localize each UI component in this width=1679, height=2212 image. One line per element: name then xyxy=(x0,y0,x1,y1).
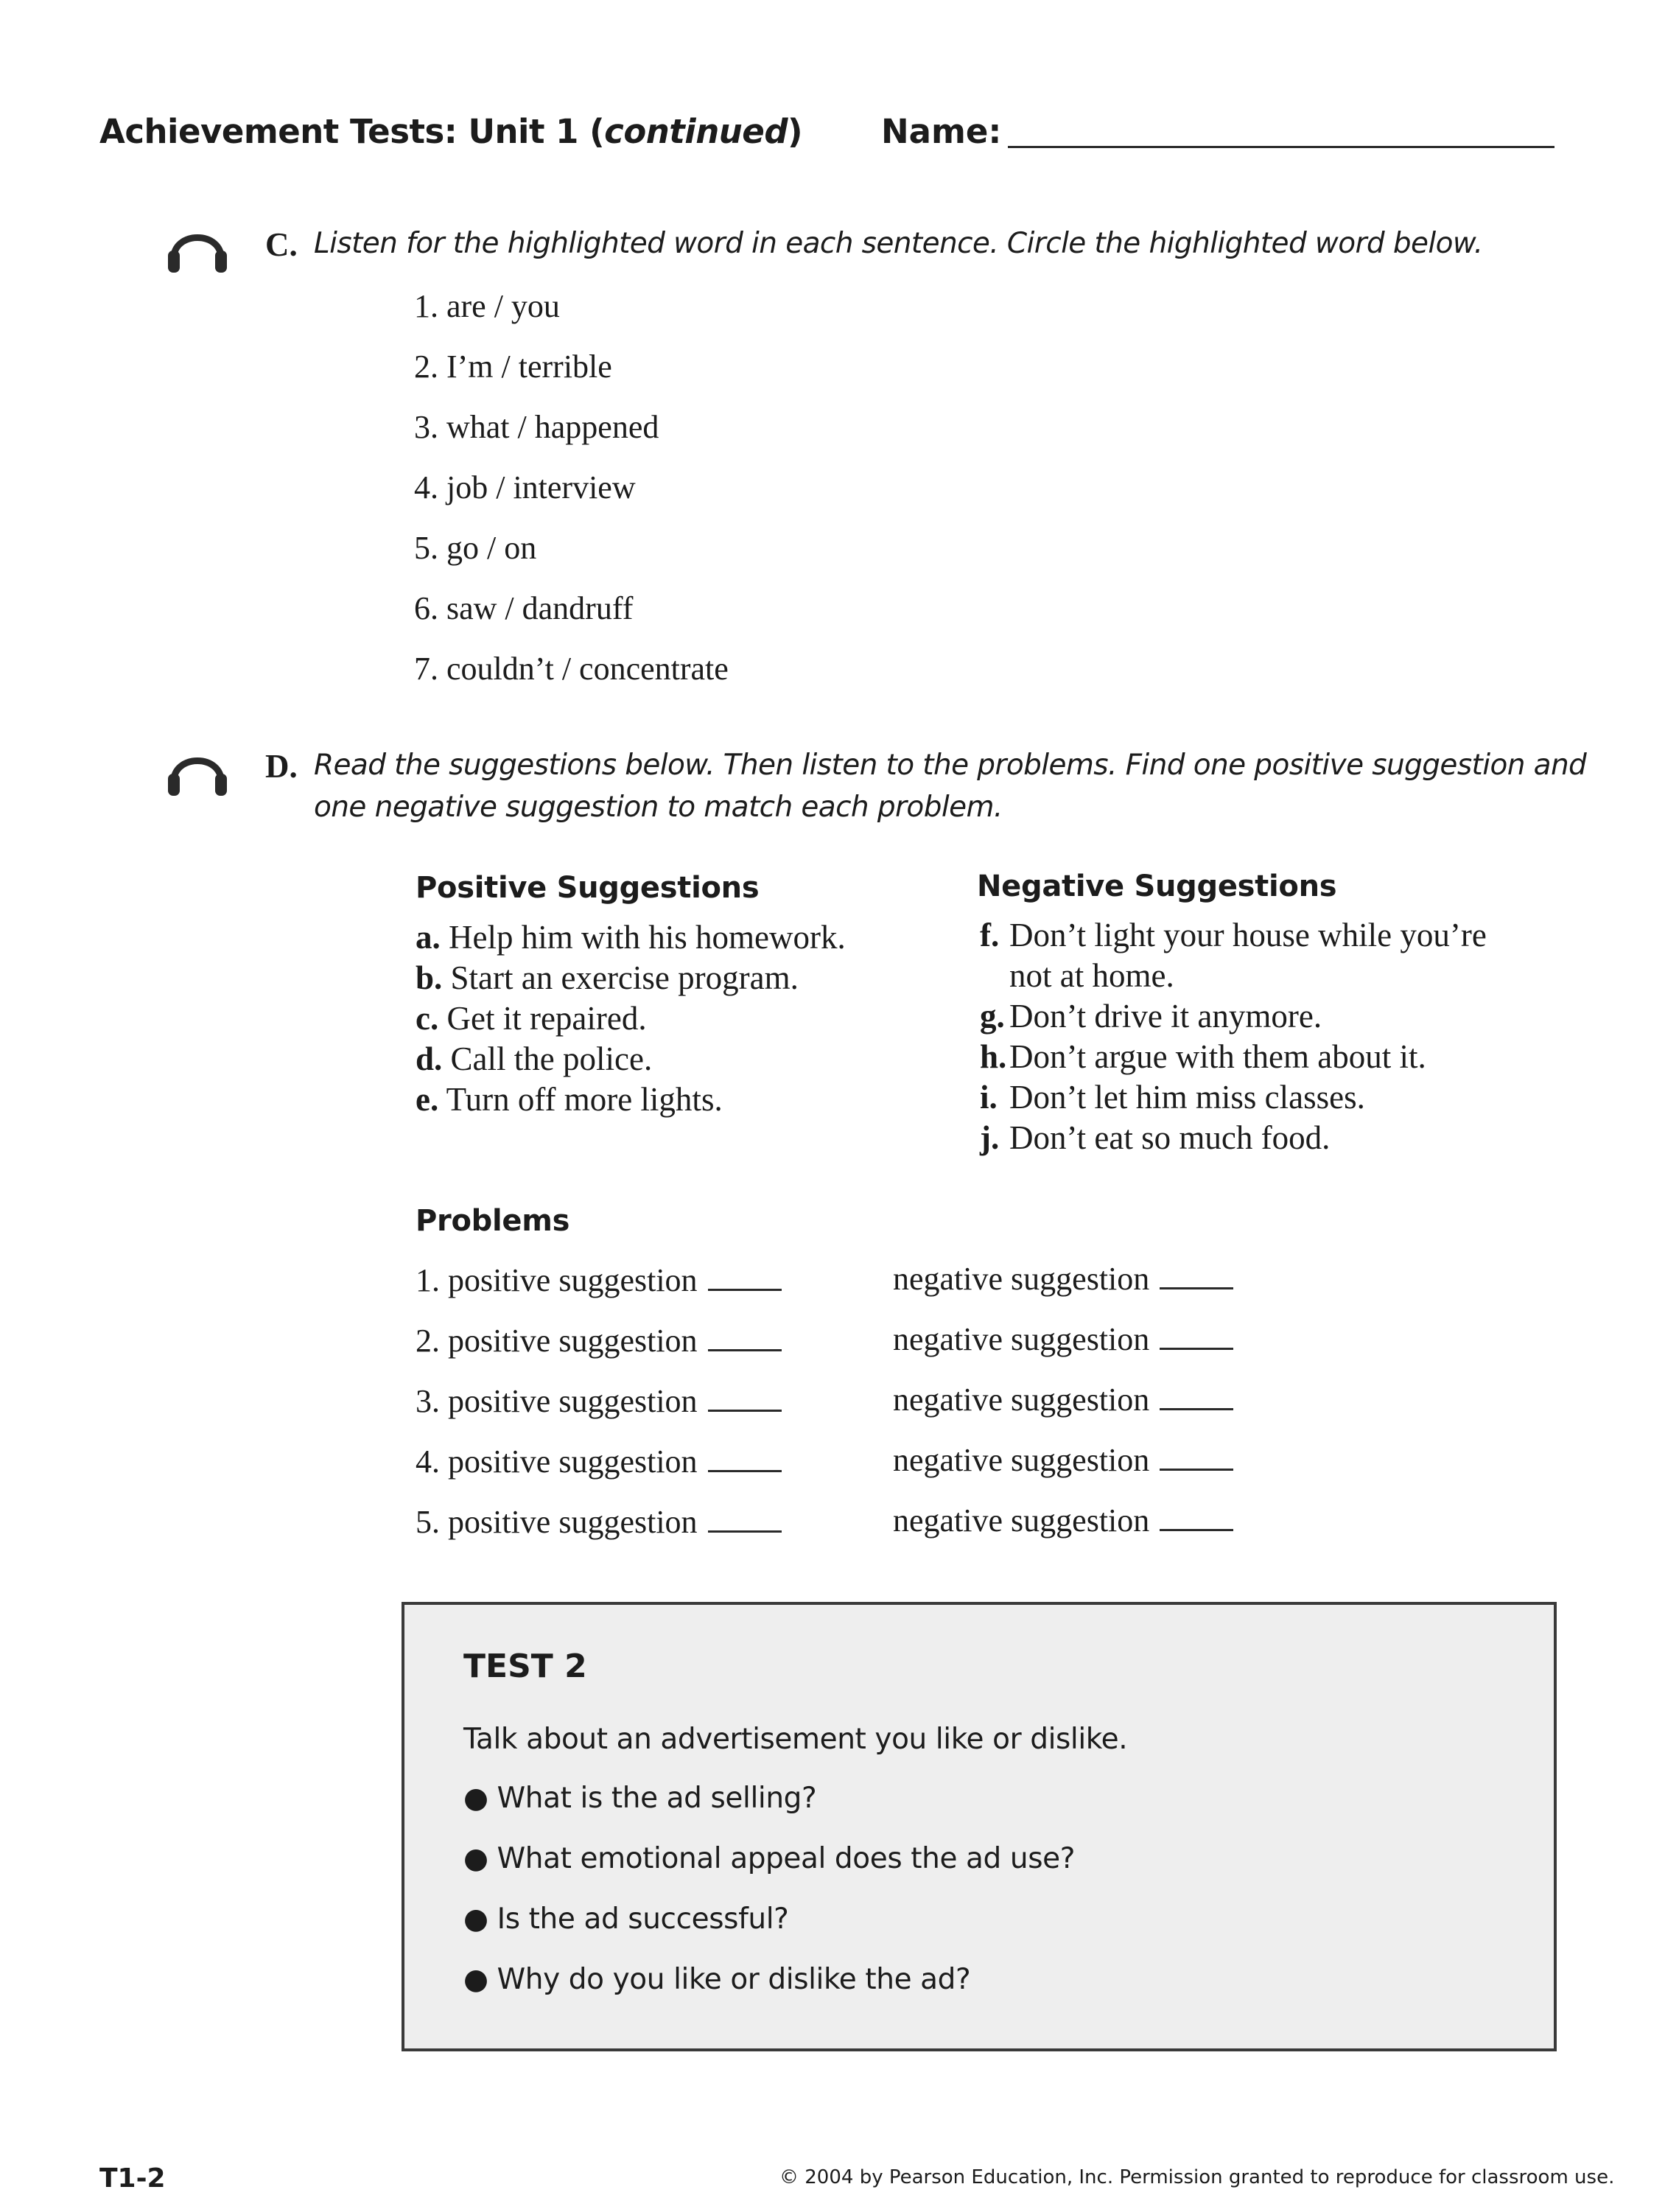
answer-blank[interactable] xyxy=(708,1349,782,1351)
positive-label: positive suggestion xyxy=(448,1443,698,1480)
problem-number: 1. xyxy=(416,1262,440,1298)
name-field-line[interactable] xyxy=(1008,146,1554,148)
test2-bullet xyxy=(463,1842,1075,1875)
negative-label: negative suggestion xyxy=(893,1321,1150,1357)
item-text: Don’t argue with them about it. xyxy=(1009,1038,1426,1075)
problem-row xyxy=(893,1381,1233,1418)
title-main: Achievement Tests: Unit 1 ( xyxy=(99,112,605,151)
negative-label: negative suggestion xyxy=(893,1442,1150,1478)
item-letter: i. xyxy=(980,1079,998,1116)
problem-row xyxy=(416,1503,782,1541)
instruction-line: Read the suggestions below. Then listen to the problems. Find one positive suggestion and xyxy=(314,749,1587,782)
test2-prompt: Talk about an advertisement you like or dislike. xyxy=(463,1723,1128,1756)
item-letter: h. xyxy=(980,1038,1007,1075)
problem-row xyxy=(416,1382,782,1420)
problem-number: 3. xyxy=(416,1383,440,1419)
item-letter: a. xyxy=(416,919,441,956)
answer-blank[interactable] xyxy=(708,1530,782,1533)
list-item[interactable]: 3. what / happened xyxy=(414,409,659,445)
section-d-instruction xyxy=(314,744,1586,828)
problem-row xyxy=(893,1320,1233,1358)
answer-blank[interactable] xyxy=(708,1410,782,1412)
section-d-letter: D. xyxy=(265,748,298,785)
item-letter: f. xyxy=(980,917,1000,953)
list-item[interactable]: 4. job / interview xyxy=(414,469,636,505)
list-item xyxy=(980,996,1487,1037)
list-item xyxy=(980,1037,1487,1077)
title-italic: continued xyxy=(604,112,788,151)
list-item[interactable]: 1. are / you xyxy=(414,288,560,324)
section-c-letter: C. xyxy=(265,226,298,263)
bullet-icon: ● xyxy=(463,1842,497,1875)
list-item[interactable]: 5. go / on xyxy=(414,530,537,566)
item-text: Don’t light your house while you’re xyxy=(1009,917,1487,953)
problem-row xyxy=(893,1441,1233,1479)
problem-row xyxy=(416,1261,782,1299)
list-item xyxy=(980,1077,1487,1118)
list-item xyxy=(416,1039,846,1079)
positive-label: positive suggestion xyxy=(448,1383,698,1419)
item-letter: e. xyxy=(416,1081,439,1118)
answer-blank[interactable] xyxy=(1160,1408,1233,1410)
negative-label: negative suggestion xyxy=(893,1261,1150,1297)
test2-bullet xyxy=(463,1903,788,1936)
bullet-text: What emotional appeal does the ad use? xyxy=(497,1842,1076,1875)
name-label: Name: xyxy=(881,112,1002,151)
bullet-icon: ● xyxy=(463,1963,497,1996)
item-text: Call the police. xyxy=(450,1040,653,1077)
headphones-icon xyxy=(165,738,230,803)
list-item xyxy=(980,1118,1487,1158)
list-item xyxy=(980,915,1487,956)
answer-blank[interactable] xyxy=(1160,1529,1233,1531)
item-text: Get it repaired. xyxy=(446,1000,647,1037)
section-c-instruction: Listen for the highlighted word in each sentence. Circle the highlighted word below. xyxy=(314,227,1483,260)
problem-row xyxy=(416,1443,782,1480)
page-number: T1-2 xyxy=(99,2163,166,2194)
answer-blank[interactable] xyxy=(1160,1348,1233,1350)
bullet-icon: ● xyxy=(463,1903,497,1936)
positive-label: positive suggestion xyxy=(448,1323,698,1359)
problem-number: 4. xyxy=(416,1443,440,1480)
negative-suggestion-list xyxy=(980,915,1487,1158)
positive-suggestion-list xyxy=(416,917,846,1120)
item-letter: j. xyxy=(980,1119,1000,1156)
list-item[interactable]: 2. I’m / terrible xyxy=(414,349,612,385)
item-text: not at home. xyxy=(1009,957,1174,994)
instruction-line: one negative suggestion to match each problem. xyxy=(314,791,1003,824)
list-item xyxy=(416,917,846,958)
list-item xyxy=(416,998,846,1039)
negative-label: negative suggestion xyxy=(893,1382,1150,1418)
bullet-text: What is the ad selling? xyxy=(497,1782,817,1815)
page-title xyxy=(99,112,802,151)
test2-box xyxy=(402,1602,1557,2051)
bullet-icon: ● xyxy=(463,1782,497,1815)
item-text: Don’t drive it anymore. xyxy=(1009,998,1322,1035)
answer-blank[interactable] xyxy=(708,1470,782,1472)
list-item[interactable]: 6. saw / dandruff xyxy=(414,590,634,626)
positive-label: positive suggestion xyxy=(448,1262,698,1298)
list-item xyxy=(416,958,846,998)
test2-title: TEST 2 xyxy=(463,1648,587,1685)
title-end: ) xyxy=(788,112,803,151)
copyright: © 2004 by Pearson Education, Inc. Permission granted to reproduce for classroom use. xyxy=(779,2166,1615,2188)
item-text: Turn off more lights. xyxy=(446,1081,723,1118)
item-text: Help him with his homework. xyxy=(449,919,846,956)
list-item[interactable]: 7. couldn’t / concentrate xyxy=(414,651,729,687)
test2-bullet xyxy=(463,1963,970,1996)
list-item xyxy=(980,956,1487,996)
item-letter: b. xyxy=(416,959,443,996)
item-text: Don’t let him miss classes. xyxy=(1009,1079,1365,1116)
problem-number: 5. xyxy=(416,1504,440,1540)
headphones-icon xyxy=(165,215,230,280)
negative-heading: Negative Suggestions xyxy=(977,869,1337,903)
list-item xyxy=(416,1079,846,1120)
item-letter: g. xyxy=(980,998,1005,1035)
answer-blank[interactable] xyxy=(1160,1469,1233,1471)
problem-number: 2. xyxy=(416,1323,440,1359)
item-letter: c. xyxy=(416,1000,439,1037)
problem-row xyxy=(416,1322,782,1359)
bullet-text: Why do you like or dislike the ad? xyxy=(497,1963,971,1996)
item-text: Don’t eat so much food. xyxy=(1009,1119,1331,1156)
answer-blank[interactable] xyxy=(1160,1287,1233,1289)
answer-blank[interactable] xyxy=(708,1289,782,1291)
problems-heading: Problems xyxy=(416,1204,570,1238)
problem-row xyxy=(893,1260,1233,1298)
item-text: Start an exercise program. xyxy=(450,959,799,996)
negative-label: negative suggestion xyxy=(893,1502,1150,1539)
positive-heading: Positive Suggestions xyxy=(416,871,760,905)
bullet-text: Is the ad successful? xyxy=(497,1903,789,1936)
problem-row xyxy=(893,1502,1233,1539)
item-letter: d. xyxy=(416,1040,443,1077)
test2-bullet xyxy=(463,1782,816,1815)
positive-label: positive suggestion xyxy=(448,1504,698,1540)
